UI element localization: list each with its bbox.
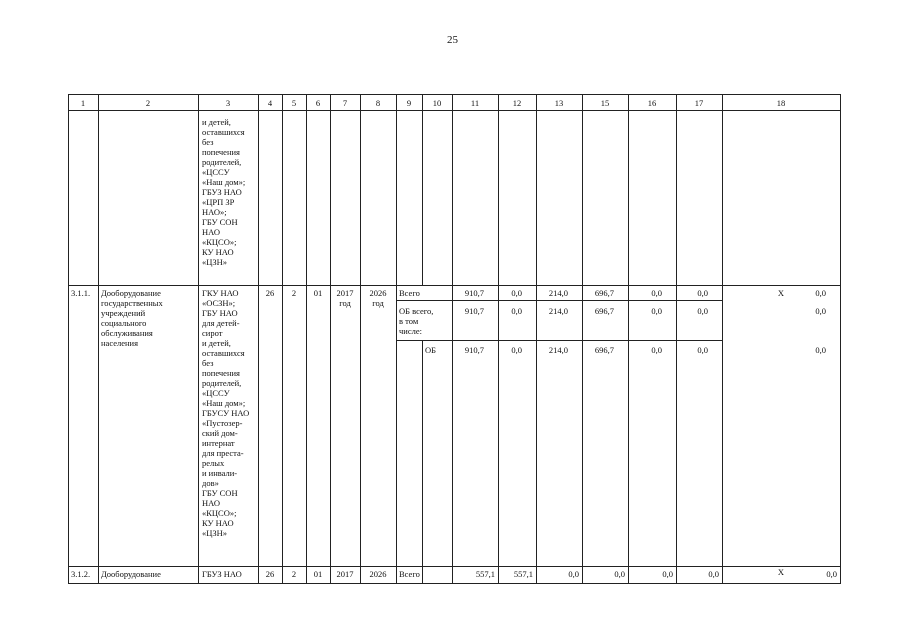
table-bottom-border	[68, 583, 841, 584]
amount-cell: 557,1	[475, 569, 495, 579]
row-number: 3.1.1.	[71, 288, 91, 298]
header-cell: 13	[554, 98, 564, 108]
amount-cell: 696,7	[594, 345, 614, 355]
amount-cell: 0,0	[708, 569, 719, 579]
amount-cell: 0,0	[815, 288, 826, 298]
col-divider	[282, 94, 283, 583]
col-divider	[582, 94, 583, 583]
header-cell: 2	[145, 98, 151, 108]
col-divider	[330, 94, 331, 583]
amount-cell: 214,0	[548, 345, 568, 355]
col-divider	[536, 94, 537, 583]
amount-cell: 0,0	[511, 345, 522, 355]
header-cell: 9	[406, 98, 412, 108]
col-divider	[840, 94, 841, 583]
amount-cell: 0,0	[511, 288, 522, 298]
header-cell: 4	[267, 98, 273, 108]
funding-label: ОБ всего, в том числе:	[399, 306, 434, 336]
amount-cell: 910,7	[464, 345, 484, 355]
col-divider	[198, 94, 199, 583]
subrow-divider	[396, 340, 722, 341]
header-cell: 1	[80, 98, 86, 108]
header-cell: 5	[291, 98, 297, 108]
amount-cell: 910,7	[464, 288, 484, 298]
table-top-border	[68, 94, 841, 95]
amount-cell: 0,0	[568, 569, 579, 579]
page-number: 25	[447, 34, 458, 46]
amount-cell: 214,0	[548, 288, 568, 298]
end-year: 2026 год	[369, 288, 387, 308]
cell-col5: 2	[291, 569, 297, 579]
row-divider	[68, 285, 841, 286]
amount-cell: 0,0	[815, 345, 826, 355]
activity-name: Дооборудование государственных учреждений социального обслуживания населения	[101, 288, 163, 348]
header-cell: 6	[315, 98, 321, 108]
col-divider	[258, 94, 259, 583]
col-divider	[98, 94, 99, 583]
cell-col4: 26	[265, 569, 275, 579]
amount-cell: 696,7	[594, 288, 614, 298]
funding-label: ОБ	[425, 345, 437, 355]
amount-cell: 0,0	[614, 569, 625, 579]
cell-col4: 26	[265, 288, 275, 298]
funding-label: Всего	[399, 288, 420, 298]
header-cell: 8	[375, 98, 381, 108]
amount-cell: 0,0	[697, 345, 708, 355]
cell-col6: 01	[313, 569, 323, 579]
subrow-divider	[396, 300, 722, 301]
header-bottom-border	[68, 110, 841, 111]
amount-cell: 0,0	[651, 306, 662, 316]
amount-cell: 0,0	[697, 306, 708, 316]
header-cell: 16	[647, 98, 657, 108]
cell-col5: 2	[291, 288, 297, 298]
header-cell: 17	[694, 98, 704, 108]
amount-cell: 0,0	[651, 345, 662, 355]
amount-cell: 557,1	[513, 569, 533, 579]
amount-cell: 0,0	[651, 288, 662, 298]
header-cell: 7	[342, 98, 348, 108]
start-year: 2017	[336, 569, 354, 579]
header-cell: 15	[600, 98, 610, 108]
amount-cell: 0,0	[815, 306, 826, 316]
funding-label: Всего	[399, 569, 420, 579]
col-divider	[628, 94, 629, 583]
col-divider	[422, 340, 423, 566]
amount-cell: 0,0	[826, 569, 837, 579]
amount-cell: 910,7	[464, 306, 484, 316]
executor-text: ГКУ НАО «ОСЗН»; ГБУ НАО для детей- сирот и детей, оставшихся без попечения родителей, «ЦССУ «Наш дом»; ГБУСУ НАО «Пустозер- ский дом- интернат для преста- релых и инвали- дов» ГБУ СОН НАО «КЦСО»; КУ НАО «ЦЗН»	[202, 288, 250, 538]
amount-cell: 0,0	[662, 569, 673, 579]
col-divider	[360, 94, 361, 583]
activity-name: Дооборудование	[101, 569, 161, 579]
result-cell: Х	[777, 288, 785, 298]
col-divider	[452, 94, 453, 583]
amount-cell: 0,0	[511, 306, 522, 316]
start-year: 2017 год	[336, 288, 354, 308]
amount-cell: 214,0	[548, 306, 568, 316]
col-divider	[68, 94, 69, 583]
col-divider	[722, 94, 723, 583]
executor-text-cont: и детей, оставшихся без попечения родителей, «ЦССУ «Наш дом»; ГБУЗ НАО «ЦРП ЗР НАО»; ГБУ СОН НАО «КЦСО»; КУ НАО «ЦЗН»	[202, 117, 246, 267]
amount-cell: 0,0	[697, 288, 708, 298]
col-divider	[306, 94, 307, 583]
row-number: 3.1.2.	[71, 569, 91, 579]
col-divider	[498, 94, 499, 583]
col-divider	[396, 94, 397, 583]
header-cell: 12	[512, 98, 522, 108]
header-cell: 11	[470, 98, 480, 108]
col-divider	[676, 94, 677, 583]
header-cell: 10	[432, 98, 442, 108]
amount-cell: 696,7	[594, 306, 614, 316]
header-cell: 3	[225, 98, 231, 108]
result-cell: Х	[777, 567, 785, 577]
header-cell: 18	[776, 98, 786, 108]
executor-text: ГБУЗ НАО	[202, 569, 242, 579]
cell-col6: 01	[313, 288, 323, 298]
end-year: 2026	[369, 569, 387, 579]
col-divider	[422, 110, 423, 285]
